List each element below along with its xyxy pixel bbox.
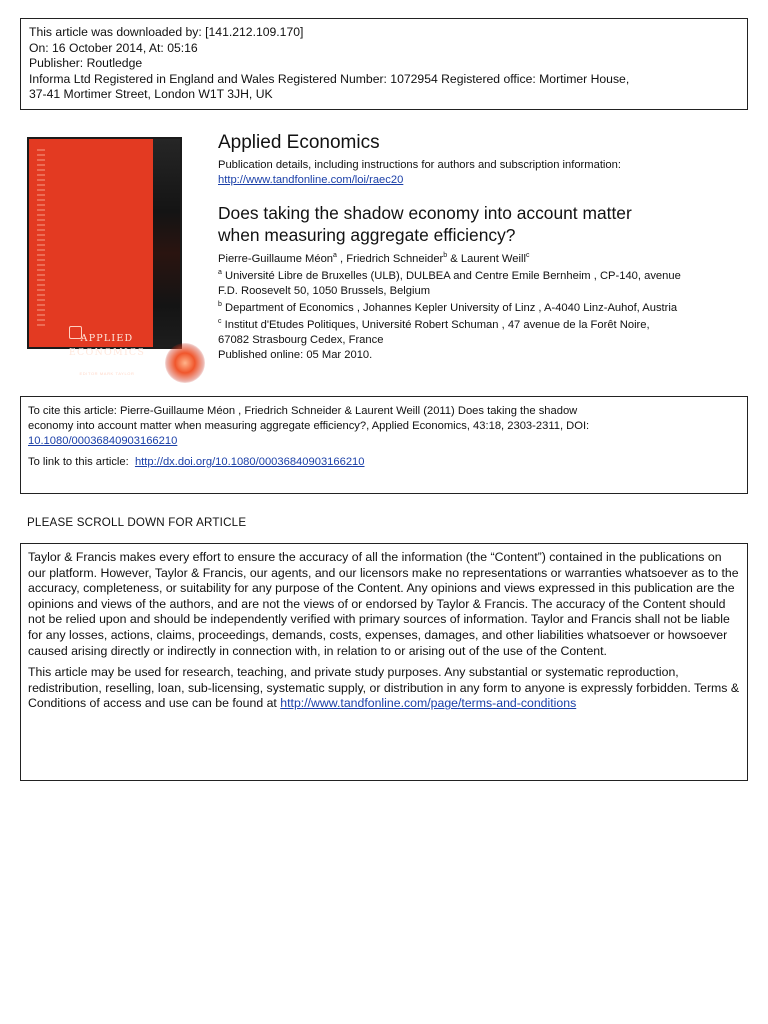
download-date-line: On: 16 October 2014, At: 05:16 <box>29 40 198 55</box>
article-doi-url-link[interactable]: http://dx.doi.org/10.1080/00036840903166210 <box>134 456 365 468</box>
journal-title: Applied Economics <box>218 132 380 153</box>
cover-title-line1: APPLIED <box>80 333 134 344</box>
citation-box <box>20 396 748 494</box>
author-name: Pierre-Guillaume Méon <box>218 253 334 265</box>
cover-editor: EDITOR MARK TAYLOR <box>79 371 135 376</box>
disclaimer-paragraph: Taylor & Francis makes every effort to ensure the accuracy of all the information (the “Content”) contained in the publications on our platform. However, Taylor & Francis, our agents, and our licensors make no representations or warranties whatsoever as to the accuracy, completeness, or suitability for any purpose of the Content. Any opinions and views expressed in this publication are the opinions and views of the authors, and are not the views of or endorsed by Taylor & Francis. The accuracy of the Content should not be relied upon and should be independently verified with primary sources of information. Taylor and Francis shall not be liable for any losses, actions, claims, proceedings, demands, costs, expenses, damages, and other liabilities whatsoever or howsoever caused arising directly or indirectly in connection with, in relation to or arising out of the use of the Content. <box>28 550 739 658</box>
citation-line1: To cite this article: Pierre-Guillaume Méon , Friedrich Schneider & Laurent Weill (2011) Does taking the shadow <box>28 405 578 417</box>
registration-line: Informa Ltd Registered in England and Wales Registered Number: 1072954 Registered office: Mortimer House, <box>29 71 630 86</box>
publication-details: Publication details, including instructions for authors and subscription information: <box>218 159 621 171</box>
routledge-logo-icon <box>69 326 82 339</box>
address-line: 37-41 Mortimer Street, London W1T 3JH, UK <box>29 87 273 101</box>
author-affil-marker: c <box>525 252 530 259</box>
author-list: Pierre-Guillaume Méon$^a$ , Friedrich Schneider$^b$ & Laurent Weill$^c$ <box>218 252 530 265</box>
doi-link[interactable]: 10.1080/00036840903166210 <box>28 435 178 447</box>
published-online: Published online: 05 Mar 2010. <box>218 349 373 361</box>
author-name: Friedrich Schneider <box>346 253 444 265</box>
affiliation-a: $^a$ Université Libre de Bruxelles (ULB), DULBEA and Centre Emile Bernheim , CP-140, avenue F.D. Roosevelt 50, 1050 Brussels, Belgium <box>218 269 681 297</box>
cover-dark-strip <box>153 139 180 347</box>
author-affil-marker: a <box>333 252 337 259</box>
link-line <box>28 455 740 470</box>
citation-line2: economy into account matter when measuring aggregate efficiency?, Applied Economics, 43:18, 2303-2311, DOI: <box>28 420 590 432</box>
cover-title-line2: ECONOMICS <box>68 347 146 358</box>
article-title-line1: Does taking the shadow economy into account matter <box>218 203 632 223</box>
download-info-box <box>20 18 748 110</box>
affiliation-c: $^c$ Institut d'Etudes Politiques, Université Robert Schuman , 47 avenue de la Forêt Noire, 67082 Strasbourg Cedex, France <box>218 318 650 346</box>
terms-conditions-link[interactable]: http://www.tandfonline.com/page/terms-and-conditions <box>280 696 577 711</box>
author-name: Laurent Weill <box>460 253 526 265</box>
scroll-down-note: PLEASE SCROLL DOWN FOR ARTICLE <box>27 516 247 529</box>
usage-paragraph: This article may be used for research, teaching, and private study purposes. Any substantial or systematic reproduction, redistribution, reselling, loan, sub-licensing, systematic supply, or distribution in any form to anyone is expressly forbidden. Terms & Conditions of access and use can be found at http://www.tandfonline.com/page/terms-and-conditions <box>28 665 740 711</box>
cover-red-panel <box>29 139 153 347</box>
journal-cover-image <box>27 137 182 376</box>
cover-side-text <box>37 149 45 329</box>
disclaimer-box <box>20 543 748 781</box>
article-info <box>218 131 748 363</box>
article-title-line2: when measuring aggregate efficiency? <box>218 225 516 245</box>
cover-glow <box>165 343 205 383</box>
journal-url-link[interactable]: http://www.tandfonline.com/loi/raec20 <box>218 174 404 186</box>
author-affil-marker: b <box>443 252 448 259</box>
download-info-line: This article was downloaded by: [141.212.109.170] <box>29 25 304 39</box>
link-label: To link to this article: <box>28 456 129 468</box>
article-title <box>218 202 748 246</box>
affiliation-b: $^b$ Department of Economics , Johannes Kepler University of Linz , A-4040 Linz-Auhof, Austria <box>218 301 678 314</box>
publisher-line: Publisher: Routledge <box>29 56 143 70</box>
